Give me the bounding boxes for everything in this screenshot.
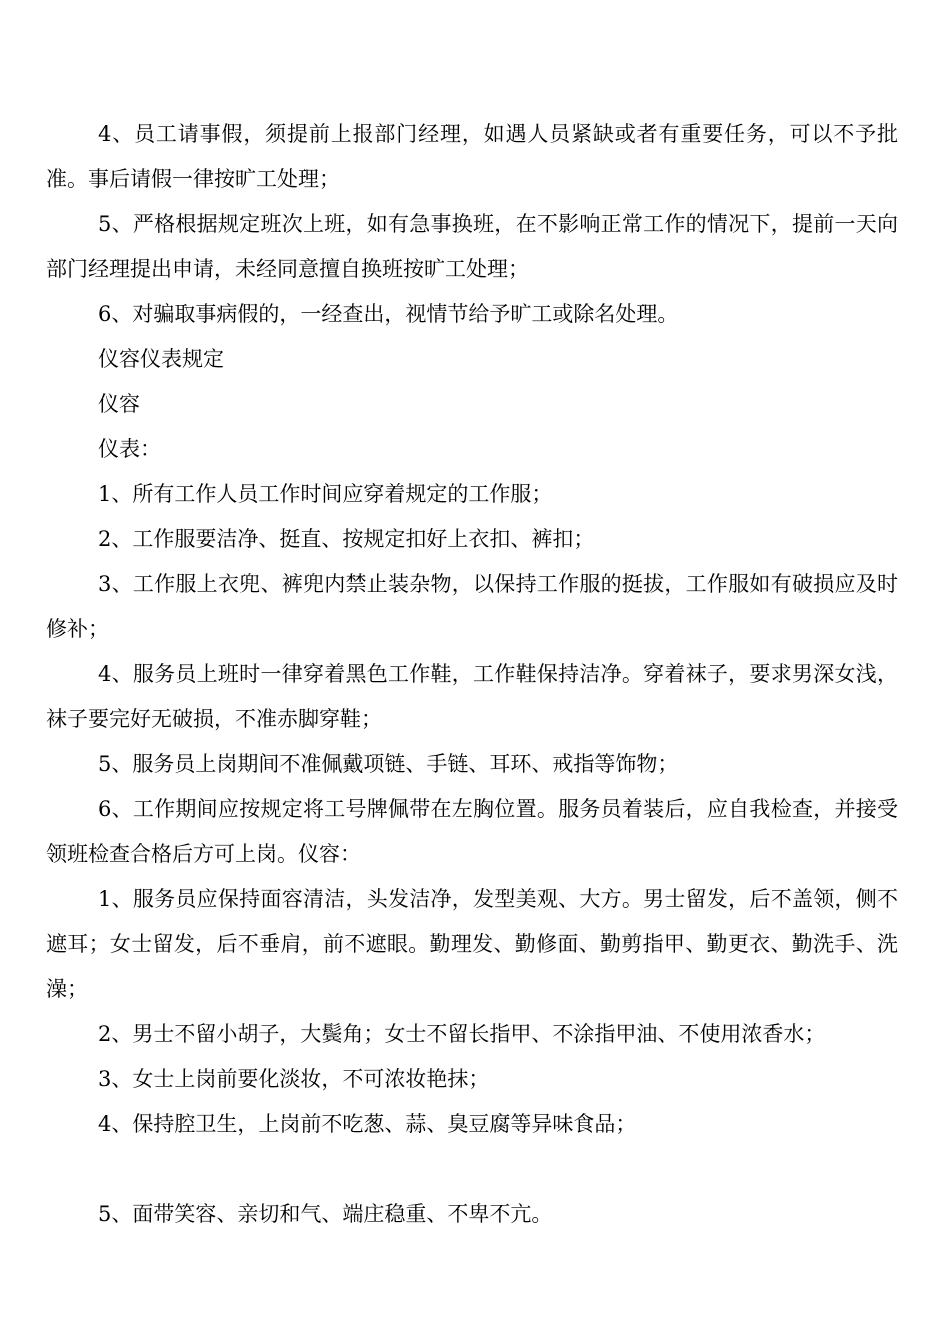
- paragraph-fraud-sick-leave: 6、对骗取事病假的，一经查出，视情节给予旷工或除名处理。: [98, 302, 679, 326]
- paragraph-attire-4: 4、服务员上班时一律穿着黑色工作鞋，工作鞋保持洁净。穿着袜子，要求男深女浅，袜子要完好无破损，不准赤脚穿鞋；: [46, 662, 898, 731]
- document-body: [46, 112, 898, 1237]
- paragraph-attire-1: 1、所有工作人员工作时间应穿着规定的工作服；: [98, 482, 553, 506]
- paragraph-grooming-2: 2、男士不留小胡子，大鬓角；女士不留长指甲、不涂指甲油、不使用浓香水；: [98, 1022, 826, 1046]
- section-heading-attire: 仪表：: [98, 437, 161, 461]
- paragraph-grooming-3: 3、女士上岗前要化淡妆，不可浓妆艳抹；: [98, 1067, 490, 1091]
- paragraph-leave-personal: 4、员工请事假，须提前上报部门经理，如遇人员紧缺或者有重要任务，可以不予批准。事后请假一律按旷工处理；: [46, 122, 898, 191]
- paragraph-grooming-5: 5、面带笑容、亲切和气、端庄稳重、不卑不亢。: [98, 1202, 553, 1226]
- paragraph-shift-swap: 5、严格根据规定班次上班，如有急事换班，在不影响正常工作的情况下，提前一天向部门经理提出申请，未经同意擅自换班按旷工处理；: [46, 212, 898, 281]
- section-heading-grooming: 仪容: [98, 392, 140, 416]
- paragraph-attire-3: 3、工作服上衣兜、裤兜内禁止装杂物，以保持工作服的挺拔，工作服如有破损应及时修补；: [46, 572, 898, 641]
- paragraph-grooming-1: 1、服务员应保持面容清洁，头发洁净，发型美观、大方。男士留发，后不盖领，侧不遮耳；女士留发，后不垂肩，前不遮眼。勤理发、勤修面、勤剪指甲、勤更衣、勤洗手、洗澡；: [46, 887, 898, 1001]
- paragraph-grooming-4: 4、保持腔卫生，上岗前不吃葱、蒜、臭豆腐等异味食品；: [98, 1112, 637, 1136]
- paragraph-attire-5: 5、服务员上岗期间不准佩戴项链、手链、耳环、戒指等饰物；: [98, 752, 679, 776]
- blank-line: [46, 1147, 898, 1192]
- paragraph-attire-2: 2、工作服要洁净、挺直、按规定扣好上衣扣、裤扣；: [98, 527, 595, 551]
- section-heading-appearance-rules: 仪容仪表规定: [98, 347, 224, 371]
- paragraph-attire-6: 6、工作期间应按规定将工号牌佩带在左胸位置。服务员着装后，应自我检查，并接受领班检查合格后方可上岗。仪容：: [46, 797, 898, 866]
